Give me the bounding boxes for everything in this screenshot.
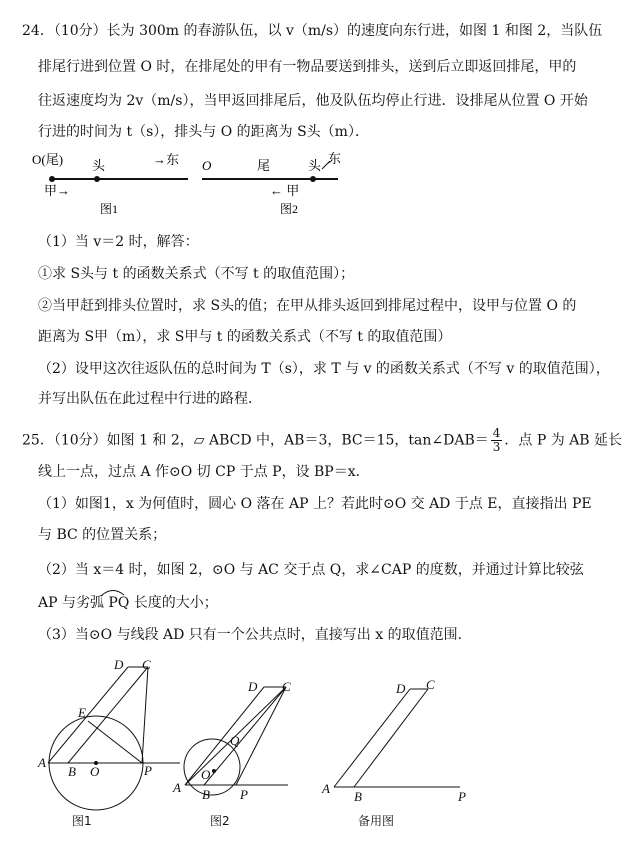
fig2-label-o: O bbox=[202, 158, 212, 173]
fig1-point-o bbox=[49, 176, 55, 182]
fig2-line-bc bbox=[204, 687, 286, 785]
fig2-label-p: P bbox=[240, 787, 248, 802]
fig2-label-tail: 尾 bbox=[257, 158, 271, 173]
q24-figure-2 bbox=[202, 151, 341, 216]
fig1-label-o: O bbox=[90, 764, 100, 779]
q24-part-1a: ①求 S头与 t 的函数关系式（不写 t 的取值范围）； bbox=[38, 266, 355, 282]
q25-line-1-text: 25．（10分）如图 1 和 2，▱ ABCD 中，AB＝3，BC＝15，tan∠DAB＝ bbox=[22, 432, 489, 449]
fig2-label-east: 东 bbox=[328, 151, 342, 166]
fig1-line-ad bbox=[48, 667, 128, 763]
fig2-label-o: O bbox=[201, 767, 211, 782]
fig2-caption: 图2 bbox=[280, 202, 299, 216]
fig2-label-b: B bbox=[202, 787, 210, 802]
q24-part-1: （1）当 v＝2 时，解答： bbox=[38, 234, 199, 250]
q24-part-1b: ②当甲赶到排头位置时，求 S头的值；在甲从排头返回到排尾过程中，设甲与位置 O 的 bbox=[38, 298, 577, 314]
fig1-label-head: 头 bbox=[92, 158, 106, 173]
fig3-label-c: C bbox=[426, 677, 435, 692]
fig1-label-a: A bbox=[38, 755, 46, 770]
tan-fraction bbox=[491, 427, 503, 454]
q25-part-1: （1）如图1，x 为何值时，圆心 O 落在 AP 上？若此时⊙O 交 AD 于点 E，直接指出 PE bbox=[38, 496, 592, 512]
fig1-label-e: E bbox=[78, 705, 86, 720]
fig1-line-cp bbox=[142, 667, 148, 763]
q24-part-2: （2）设甲这次往返队伍的总时间为 T（s），求 T 与 v 的函数关系式（不写 v 的取值范围）， bbox=[38, 361, 610, 377]
q25-part-1-cont: 与 BC 的位置关系； bbox=[38, 527, 167, 543]
q25-part-2-cont: AP 与劣弧 PQ 长度的大小； bbox=[38, 595, 218, 611]
fig1-point-head bbox=[94, 176, 100, 182]
fig2-line-ad bbox=[185, 687, 264, 785]
fig1-label-o: O(尾) bbox=[32, 152, 64, 167]
q25-part-3: （3）当⊙O 与线段 AD 只有一个公共点时，直接写出 x 的取值范围． bbox=[38, 627, 472, 643]
q24-part-2-cont: 并写出队伍在此过程中行进的路程． bbox=[38, 391, 262, 407]
fig3-caption: 备用图 bbox=[358, 814, 395, 828]
fig2-label-head: 头 bbox=[308, 158, 322, 173]
fig1-line-pe bbox=[88, 721, 142, 763]
q25-figure-2 bbox=[168, 675, 303, 835]
fig2-label-a: A bbox=[173, 780, 181, 795]
fig3-label-a: A bbox=[322, 781, 330, 796]
fig2-point-head bbox=[310, 176, 316, 182]
fig2-line-cp bbox=[236, 687, 286, 785]
fig1-label-jia: 甲→ bbox=[44, 183, 71, 198]
fig2-caption: 图2 bbox=[210, 814, 230, 828]
fraction-denominator: 3 bbox=[492, 440, 501, 454]
q25-line-1-tail: ．点 P 为 AB 延长 bbox=[504, 432, 622, 449]
fig3-label-b: B bbox=[354, 789, 362, 804]
q24-line-3: 往返速度均为 2v（m/s），当甲返回排尾后，他及队伍均停止行进．设排尾从位置 O 开始 bbox=[38, 93, 588, 109]
fig3-label-p: P bbox=[458, 789, 466, 804]
arc-pq-mark bbox=[100, 586, 126, 596]
fig1-caption: 图1 bbox=[72, 814, 92, 828]
fig1-caption: 图1 bbox=[100, 202, 119, 216]
fig3-label-d: D bbox=[396, 681, 406, 696]
fig2-label-d: D bbox=[248, 679, 258, 694]
fig1-label-east: →东 bbox=[153, 152, 180, 167]
q24-line-2: 排尾行进到位置 O 时，在排尾处的甲有一物品要送到排头，送到后立即返回排尾，甲的 bbox=[38, 59, 577, 75]
fig2-label-c: C bbox=[282, 679, 291, 694]
fig3-line-bc bbox=[354, 689, 428, 787]
q24-line-1: 24．（10分）长为 300m 的春游队伍，以 v（m/s）的速度向东行进，如图 1 和图 2，当队伍 bbox=[22, 23, 603, 39]
q25-figure-3 bbox=[318, 675, 478, 835]
fraction-numerator: 4 bbox=[492, 426, 501, 440]
fig1-label-c: C bbox=[142, 657, 151, 672]
q25-part-2: （2）当 x＝4 时，如图 2，⊙O 与 AC 交于点 Q，求∠CAP 的度数，并通过计算比较弦 bbox=[38, 562, 584, 578]
fig2-label-q: Q bbox=[230, 733, 240, 748]
fig3-line-ad bbox=[334, 689, 410, 787]
q24-figure-1 bbox=[32, 152, 188, 216]
fig2-label-jia: ← 甲 bbox=[270, 183, 300, 198]
fig2-center-o bbox=[212, 769, 216, 773]
fig1-label-p: P bbox=[144, 763, 152, 778]
q25-line-2: 线上一点，过点 A 作⊙O 切 CP 于点 P，设 BP＝x． bbox=[38, 464, 370, 480]
q25-line-1 bbox=[22, 427, 622, 454]
fig1-label-d: D bbox=[114, 657, 124, 672]
q24-figures bbox=[30, 150, 360, 220]
q24-part-1b-cont: 距离为 S甲（m），求 S甲与 t 的函数关系式（不写 t 的取值范围） bbox=[38, 329, 452, 345]
q25-figure-1 bbox=[30, 655, 180, 835]
fig1-label-b: B bbox=[68, 764, 76, 779]
q24-line-4: 行进的时间为 t（s），排头与 O 的距离为 S头（m）． bbox=[38, 124, 369, 140]
